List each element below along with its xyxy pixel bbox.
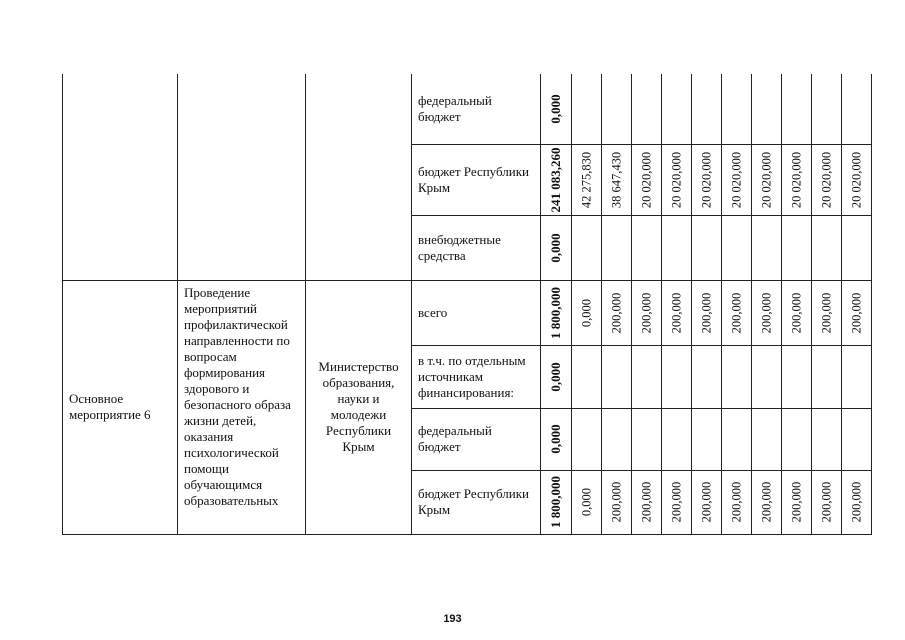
- total-value: 0,000: [548, 361, 563, 392]
- year-value-cell: [812, 280, 842, 345]
- executor-cell-empty: [306, 74, 412, 280]
- year-value-cell: [662, 470, 692, 534]
- year-value-cell: [842, 345, 872, 408]
- year-value: 42 275,830: [579, 151, 593, 208]
- funding-source-cell: [412, 345, 541, 408]
- year-value-cell: [812, 215, 842, 280]
- year-value: 20 020,000: [759, 151, 773, 208]
- year-value: 20 020,000: [819, 151, 833, 208]
- funding-source-cell: [412, 408, 541, 470]
- year-value-cell: [632, 74, 662, 144]
- year-value-cell: [572, 280, 602, 345]
- year-value: 200,000: [699, 481, 713, 523]
- year-value-cell: [752, 280, 782, 345]
- year-value-cell: [812, 470, 842, 534]
- year-value: 200,000: [789, 292, 803, 333]
- year-value-cell: [632, 470, 662, 534]
- year-value: 20 020,000: [699, 151, 713, 208]
- year-value-cell: [812, 144, 842, 215]
- total-cell: [541, 470, 572, 534]
- year-value: 200,000: [819, 481, 833, 523]
- total-cell: [541, 74, 572, 144]
- funding-source-label: всего: [418, 304, 448, 320]
- year-value-cell: [722, 74, 752, 144]
- year-value-cell: [752, 215, 782, 280]
- total-value: 0,000: [548, 94, 563, 124]
- total-value: 241 083,260: [548, 147, 563, 212]
- year-value-cell: [572, 408, 602, 470]
- table-row: [63, 74, 872, 144]
- activity-name-cell: [178, 280, 306, 534]
- year-value-cell: [572, 345, 602, 408]
- table-row: [63, 280, 872, 345]
- year-value-cell: [722, 144, 752, 215]
- year-value-cell: [782, 215, 812, 280]
- year-value-cell: [722, 408, 752, 470]
- year-value-cell: [782, 280, 812, 345]
- year-value: 0,000: [579, 487, 593, 517]
- year-value-cell: [662, 280, 692, 345]
- year-value-cell: [602, 470, 632, 534]
- year-value: 200,000: [699, 292, 713, 333]
- year-value: 200,000: [759, 292, 773, 333]
- year-value: 200,000: [639, 292, 653, 333]
- year-value-cell: [842, 408, 872, 470]
- year-value: 20 020,000: [849, 151, 863, 208]
- year-value: 20 020,000: [669, 151, 683, 208]
- year-value-cell: [752, 470, 782, 534]
- year-value-cell: [692, 144, 722, 215]
- year-value-cell: [812, 74, 842, 144]
- year-value: 200,000: [759, 481, 773, 523]
- year-value-cell: [782, 144, 812, 215]
- year-value-cell: [842, 74, 872, 144]
- activity-status-cell: [63, 280, 178, 534]
- funding-source-label: бюджет Республики Крым: [418, 163, 530, 195]
- year-value-cell: [752, 74, 782, 144]
- year-value-cell: [752, 408, 782, 470]
- year-value: 200,000: [729, 481, 743, 523]
- year-value: 200,000: [819, 292, 833, 333]
- year-value-cell: [632, 280, 662, 345]
- year-value-cell: [602, 408, 632, 470]
- year-value: 20 020,000: [729, 151, 743, 208]
- year-value-cell: [782, 470, 812, 534]
- year-value-cell: [602, 280, 632, 345]
- total-cell: [541, 280, 572, 345]
- year-value-cell: [602, 215, 632, 280]
- funding-source-label: бюджет Республики Крым: [418, 486, 530, 517]
- year-value-cell: [842, 144, 872, 215]
- year-value-cell: [662, 408, 692, 470]
- year-value-cell: [782, 345, 812, 408]
- year-value: 200,000: [669, 481, 683, 523]
- activity-name: Проведение мероприятий профилактической направленности по вопросам формирования здорового и безопасного образа жизни детей, оказания психологической помощи обучающимся образовательных: [184, 284, 291, 508]
- total-value: 1 800,000: [548, 286, 563, 339]
- total-cell: [541, 144, 572, 215]
- total-value: 0,000: [548, 232, 563, 263]
- year-value-cell: [632, 144, 662, 215]
- year-value-cell: [812, 345, 842, 408]
- total-cell: [541, 408, 572, 470]
- year-value-cell: [842, 470, 872, 534]
- year-value-cell: [662, 345, 692, 408]
- year-value-cell: [602, 74, 632, 144]
- year-value-cell: [722, 345, 752, 408]
- funding-source-cell: [412, 280, 541, 345]
- year-value-cell: [722, 215, 752, 280]
- year-value-cell: [722, 470, 752, 534]
- funding-source-cell: [412, 470, 541, 534]
- year-value-cell: [752, 144, 782, 215]
- year-value-cell: [572, 470, 602, 534]
- year-value: 20 020,000: [639, 151, 653, 208]
- year-value-cell: [572, 144, 602, 215]
- funding-source-label: в т.ч. по отдельным источникам финансирования:: [418, 352, 526, 400]
- funding-source-label: федеральный бюджет: [418, 92, 492, 124]
- year-value: 38 647,430: [609, 151, 623, 208]
- year-value-cell: [692, 280, 722, 345]
- year-value-cell: [572, 74, 602, 144]
- total-cell: [541, 345, 572, 408]
- year-value-cell: [722, 280, 752, 345]
- year-value-cell: [842, 215, 872, 280]
- measure-cell-empty: [178, 74, 306, 280]
- year-value: 200,000: [789, 481, 803, 523]
- year-value: 200,000: [639, 481, 653, 523]
- year-value-cell: [572, 215, 602, 280]
- year-value-cell: [782, 408, 812, 470]
- year-value-cell: [602, 144, 632, 215]
- year-value: 0,000: [579, 298, 593, 327]
- year-value: 200,000: [849, 292, 863, 333]
- total-value: 1 800,000: [548, 476, 563, 528]
- activity-status: Основное мероприятие 6: [69, 391, 151, 422]
- year-value: 20 020,000: [789, 151, 803, 208]
- status-cell-empty: [63, 74, 178, 280]
- funding-source-label: внебюджетные средства: [418, 231, 501, 263]
- budget-table: [62, 74, 872, 535]
- total-cell: [541, 215, 572, 280]
- year-value-cell: [662, 74, 692, 144]
- activity-executor: Министерство образования, науки и молодежи Республики Крым: [318, 359, 399, 454]
- year-value-cell: [692, 470, 722, 534]
- page-number: 193: [443, 613, 462, 625]
- year-value-cell: [662, 144, 692, 215]
- total-value: 0,000: [548, 424, 563, 454]
- year-value-cell: [692, 215, 722, 280]
- year-value-cell: [662, 215, 692, 280]
- year-value-cell: [692, 74, 722, 144]
- year-value-cell: [752, 345, 782, 408]
- funding-source-cell: [412, 144, 541, 215]
- year-value-cell: [692, 408, 722, 470]
- year-value-cell: [602, 345, 632, 408]
- year-value: 200,000: [669, 292, 683, 333]
- year-value-cell: [632, 408, 662, 470]
- year-value: 200,000: [849, 481, 863, 523]
- year-value-cell: [632, 215, 662, 280]
- year-value-cell: [692, 345, 722, 408]
- year-value: 200,000: [729, 292, 743, 333]
- funding-source-label: федеральный бюджет: [418, 423, 492, 454]
- year-value-cell: [842, 280, 872, 345]
- year-value-cell: [632, 345, 662, 408]
- year-value: 200,000: [609, 481, 623, 523]
- funding-source-cell: [412, 74, 541, 144]
- activity-executor-cell: [306, 280, 412, 534]
- funding-source-cell: [412, 215, 541, 280]
- year-value-cell: [812, 408, 842, 470]
- year-value-cell: [782, 74, 812, 144]
- year-value: 200,000: [609, 292, 623, 333]
